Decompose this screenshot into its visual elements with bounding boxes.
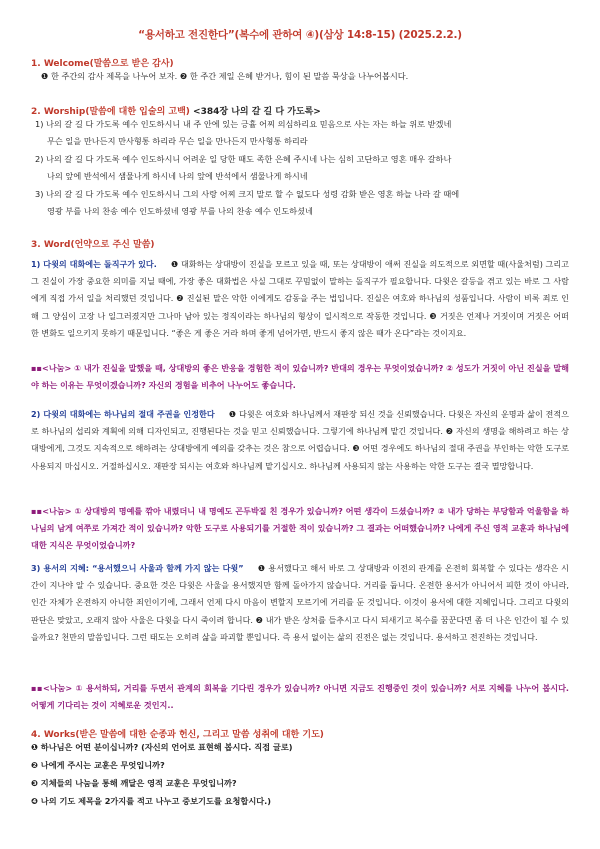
sharing-question-2: ▪▪<나눔> ① 상대방의 명예를 깎아 내렸더니 내 명예도 곤두박질 친 경우가 있습니까? 어떤 생각이 드셨습니까? ② 내가 당하는 부당함과 억울함을 하나님의 남게 여쭈로 가져간 적이 있습니까? 악한 도구로 사용되기를 거절한 적이 있습니까? 그 결과는 어떠했습니까? 나에게 주신 영적 교훈과 하나님에 대한 지식은 무엇이었습니까? — [31, 506, 569, 551]
hymn-line-6: 영광 부를 나의 찬송 예수 인도하셨네 영광 부를 나의 찬송 예수 인도하셨네 — [47, 206, 313, 216]
hymn-line-4: 나의 앞에 반석에서 샘물나게 하시네 나의 앞에 반석에서 샘물나게 하시네 — [47, 171, 308, 181]
word-paragraph-1-body: ❶ 대화하는 상대방이 진실을 모르고 있을 때, 또는 상대방이 애써 진실을 의도적으로 외면할 때(사울처럼) 그리고 그 진실이 가장 중요한 의미를 지닐 때에, 가장 좋은 대화법은 사실 그대로 꾸밈없이 말하는 돌직구가 필요합니다. 다윗은 갈등을 겪고 있는 바로 그 사람에게 직접 가서 일을 처리했던 것입니다. ❷ 진실된 말은 악한 이에게도 감동을 주는 법입니다. 진실은 여호와 하나님의 성품입니다. 사람이 비록 죄로 인해 그 양심이 고장 나 일그러졌지만 그나마 남아 있는 정직이라는 하나님의 형상이 일시적으로 작동한 것입니다. ❸ 거짓은 언제나 거짓이며 거짓은 어떠한 변화도 일으키지 못하기 때문입니다. “좋은 게 좋은 거라 하며 좋게 넘어가면, 반드시 좋지 않은 때가 온다”라는 것이지요. — [31, 259, 569, 338]
hymn-line-2: 무슨 일을 만나든지 만사형통 하리라 무슨 일을 만나든지 만사형통 하리라 — [47, 136, 308, 146]
hymn-line-3: 2) 나의 갈 길 다 가도록 예수 인도하시니 어려운 일 당한 때도 족한 은혜 주시네 나는 심히 고단하고 영혼 매우 갈하나 — [35, 154, 452, 164]
word-paragraph-2-lead: 2) 다윗의 대화에는 하나님의 절대 주권을 인정한다 — [31, 409, 215, 419]
word-paragraph-3 — [31, 560, 569, 646]
word-paragraph-1-lead: 1) 다윗의 대화에는 돌직구가 있다. — [31, 259, 157, 269]
section-welcome-text: ❶ 한 주간의 감사 제목을 나누어 보자. ❷ 한 주간 제일 은혜 받거나, 힘이 된 말씀 묵상을 나누어봅시다. — [41, 71, 409, 81]
works-item-3 — [31, 775, 237, 793]
word-paragraph-2 — [31, 406, 569, 475]
page-title: “용서하고 전진한다”(복수에 관하여 ④)(삼상 14:8-15) (2025.2.2.) — [138, 29, 462, 41]
works-item-1-text: ❶ 하나님은 어떤 분이십니까? (자신의 언어로 표현해 봅시다. 직접 글로) — [31, 742, 293, 752]
hymn-title: <384장 나의 갈 길 다 가도록> — [193, 107, 321, 117]
section-works-heading: 4. Works(받은 말씀에 대한 순종과 헌신, 그리고 말씀 성취에 대한 기도) — [31, 730, 324, 740]
sharing-question-3: ▪▪<나눔> ① 용서하되, 거리를 두면서 관계의 회복을 기다린 경우가 있습니까? 아니면 지금도 진행중인 것이 있습니까? 서로 지혜를 나누어 봅시다. 어떻게 기다리는 것이 지혜로운 것인지.. — [31, 683, 569, 711]
works-item-2 — [31, 757, 165, 775]
word-paragraph-2-body: ❶ 다윗은 여호와 하나님께서 재판장 되신 것을 신뢰했습니다. 다윗은 자신의 운명과 삶이 전적으로 하나님의 섭리와 계획에 의해 디자인되고, 진행된다는 것을 믿고 신뢰했습니다. 그렇기에 하나님께 맡긴 것입니다. ❷ 자신의 생명을 해하려고 하는 상대방에게, 그것도 지속적으로 해하려는 상대방에게 예의를 갖추는 것은 참으로 어렵습니다. ❸ 어떤 경우에도 하나님의 절대 주권을 부인하는 악한 도구로 사용되지 마십시오. 거절하십시오. 재판장 되시는 여호와 하나님께 맡기십시오. 하나님께 사용되지 않는 사용하는 악한 도구는 결국 멸망합니다. — [31, 409, 569, 471]
works-item-4 — [31, 793, 271, 811]
sharing-question-1: ▪▪<나눔> ① 내가 진실을 말했을 때, 상대방의 좋은 반응을 경험한 적이 있습니까? 반대의 경우는 무엇이었습니까? ② 성도가 거짓이 아닌 진실을 말해야 하는 이유는 무엇이겠습니까? 자신의 경험을 비추어 나누어도 좋습니다. — [31, 363, 569, 391]
works-item-1 — [31, 739, 292, 757]
works-item-3-text: ❸ 지체들의 나눔을 통해 깨달은 영적 교훈은 무엇입니까? — [31, 778, 237, 788]
word-paragraph-3-lead: 3) 용서의 지혜: “용서했으니 사울과 함께 가지 않는 다윗” — [31, 563, 244, 573]
word-paragraph-1 — [31, 256, 569, 342]
works-item-4-text: ❹ 나의 기도 제목을 2가지를 적고 나누고 중보기도를 요청합시다.) — [31, 796, 272, 806]
hymn-line-1: 1) 나의 갈 길 다 가도록 예수 인도하시니 내 주 안에 있는 긍휼 어찌 의심하리요 믿음으로 사는 자는 하늘 위로 받겠네 — [35, 119, 452, 129]
section-welcome-heading: 1. Welcome(말씀으로 받은 감사) — [31, 59, 174, 69]
works-item-2-text: ❷ 나에게 주시는 교훈은 무엇입니까? — [31, 760, 165, 770]
word-paragraph-3-body: ❶ 용서했다고 해서 바로 그 상대방과 이전의 관계를 온전히 회복할 수 있다는 생각은 시간이 지나야 알 수 있습니다. 중요한 것은 다윗은 사울을 용서했지만 함께 돌아가지 않습니다. 거리를 둡니다. 온전한 용서가 아니어서 피한 것이 아니라, 인간 자체가 온전하지 아니한 죄인이기에, 그래서 언제 다시 마음이 변할지 모르기에 거리를 둔 것입니다. 이것이 용서에 대한 지혜입니다. 그리고 다윗의 판단은 맞았고, 오래지 않아 사울은 다윗을 다시 죽이려 합니다. ❷ 내가 받은 상처를 들추시고 다시 되새기고 복수를 꿈꾼다면 좀 더 나은 인간이 될 수 있을까요? 천만의 말씀입니다. 그런 태도는 오히려 삶을 파괴할 뿐입니다. 즉 용서 없이는 삶의 진전은 없는 것입니다. 용서하고 전진하는 것입니다. — [31, 563, 569, 642]
section-word-heading: 3. Word(언약으로 주신 말씀) — [31, 240, 155, 250]
hymn-line-5: 3) 나의 갈 길 다 가도록 예수 인도하시니 그의 사랑 어찌 크지 말로 할 수 없도다 성령 감화 받은 영혼 하늘 나라 갈 때에 — [35, 189, 460, 199]
worship-heading-text: 2. Worship(말씀에 대한 입술의 고백) — [31, 107, 190, 117]
